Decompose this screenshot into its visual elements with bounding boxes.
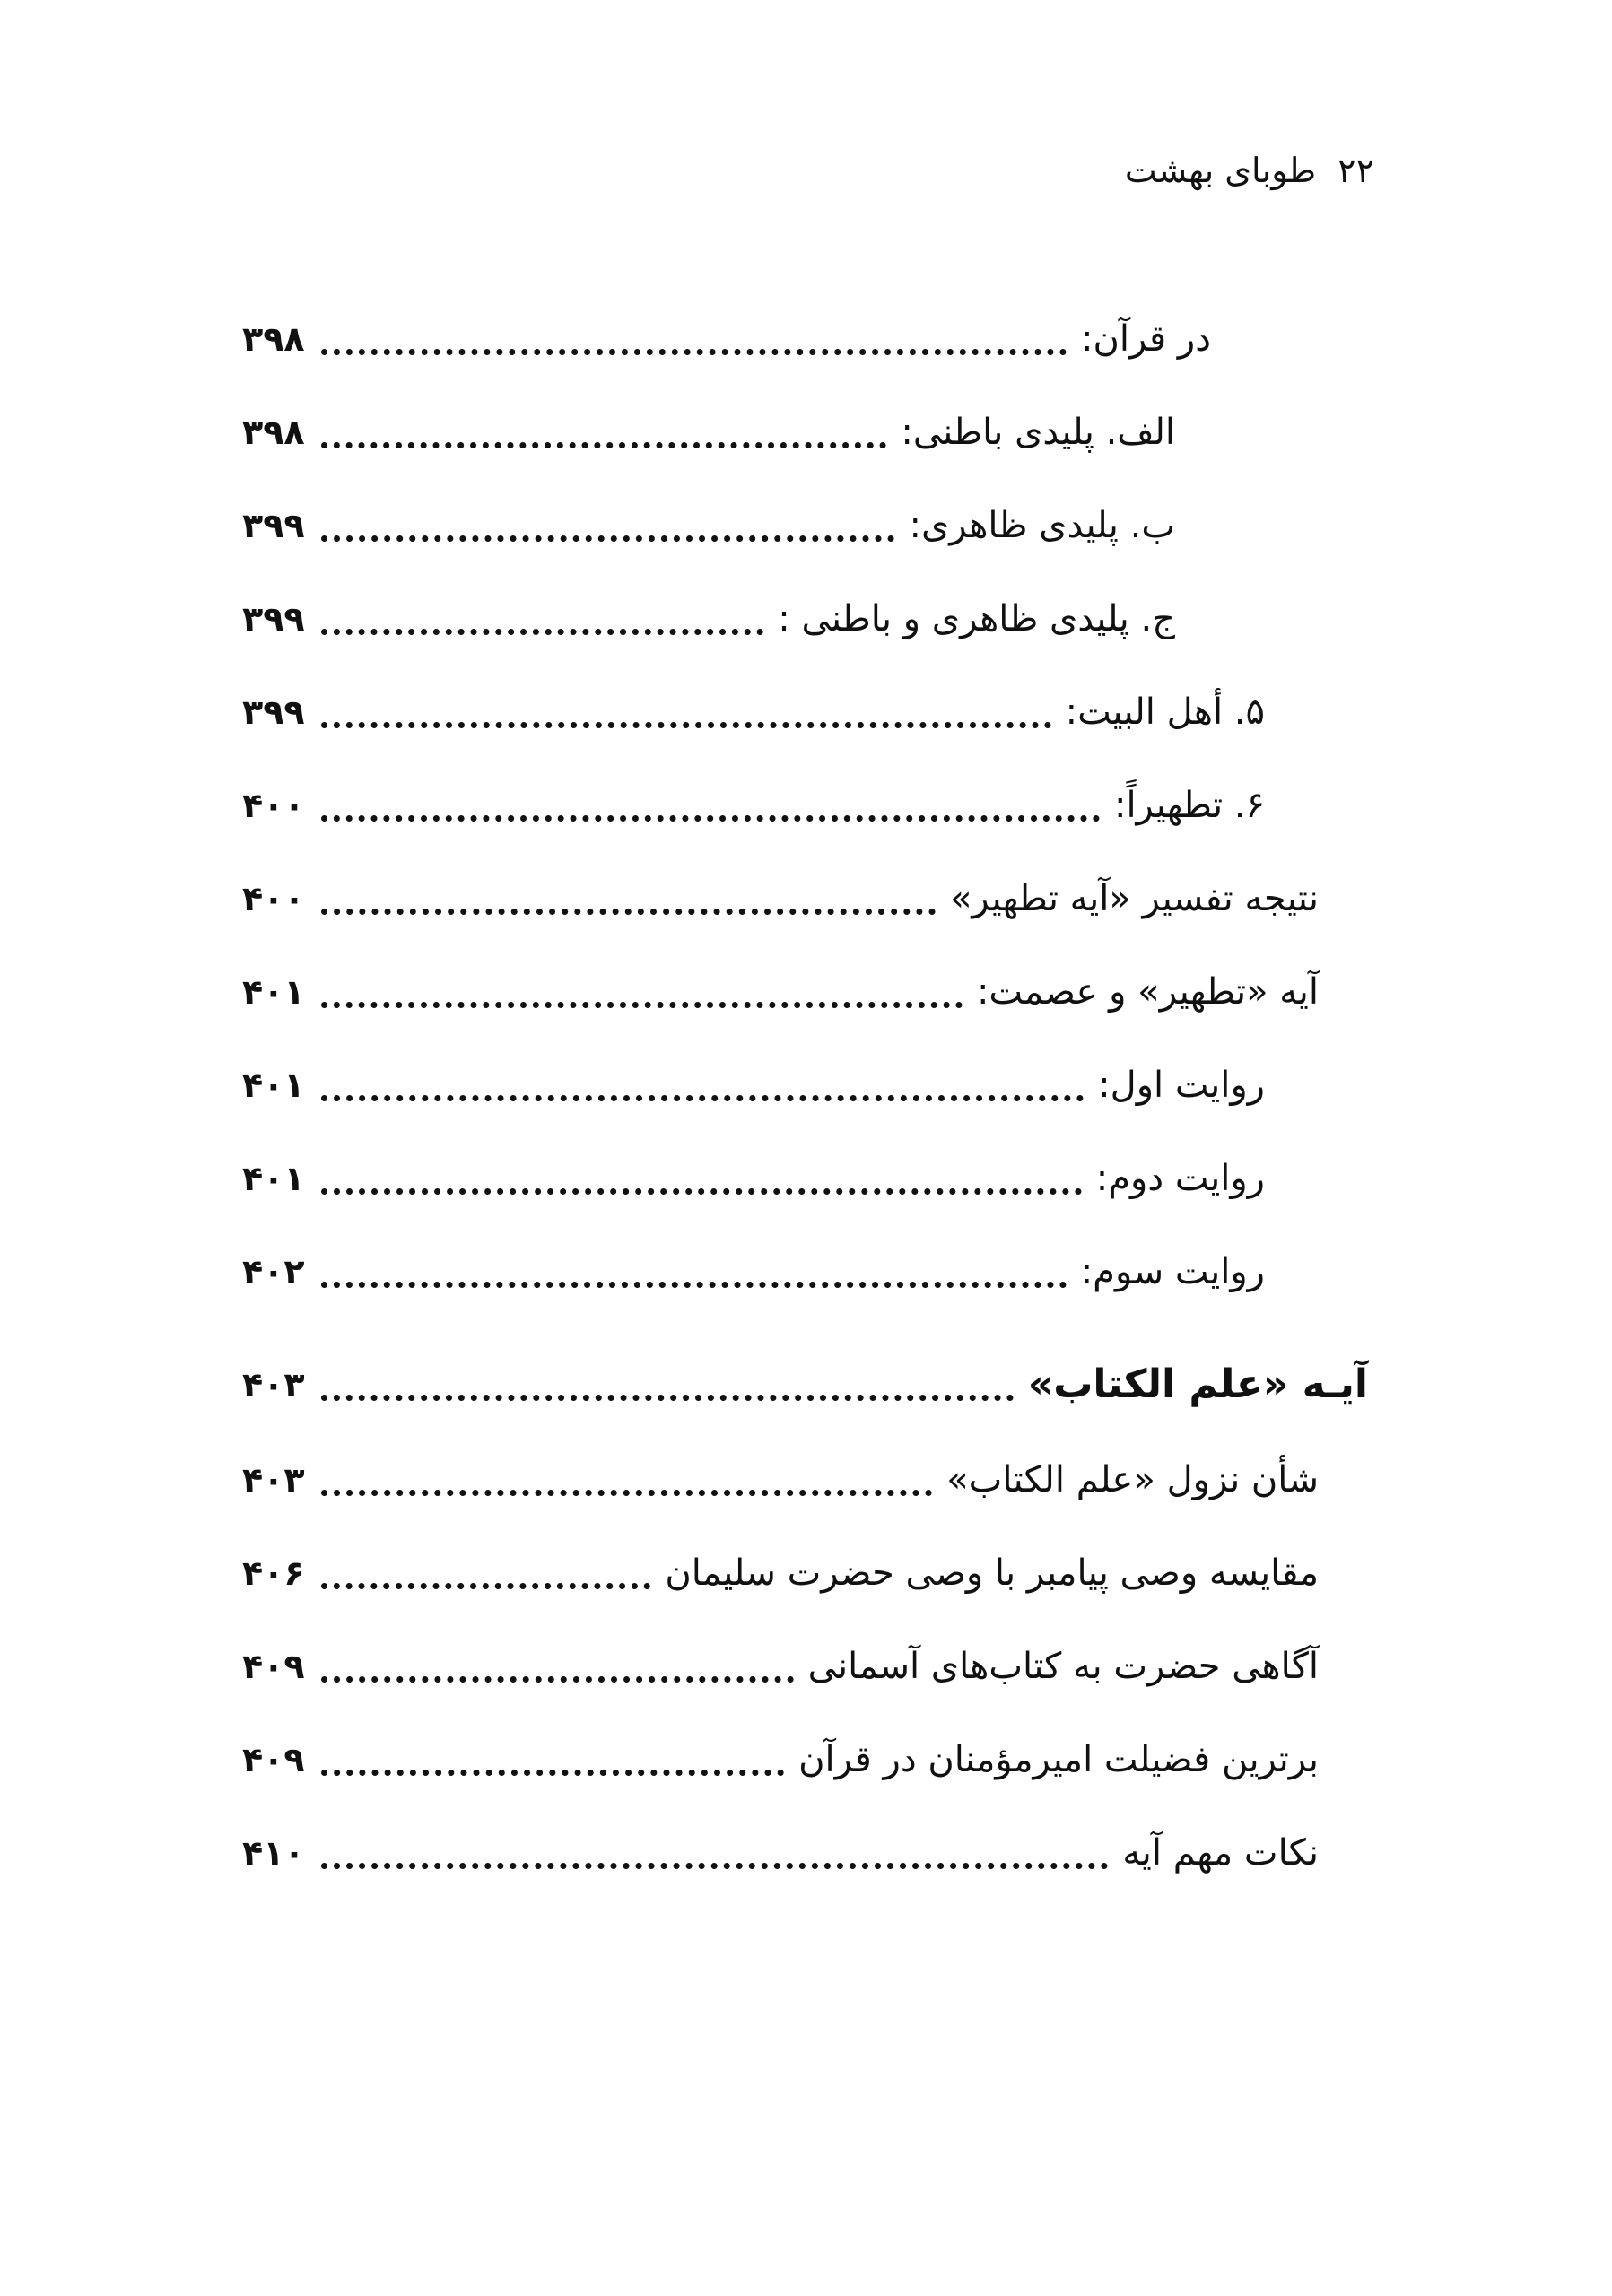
dot-leader	[321, 1490, 932, 1496]
toc-entry-page: ۳۹۹	[242, 506, 305, 545]
toc-entry[interactable]	[242, 1141, 1265, 1216]
toc-entry-page: ۴۰۰	[242, 879, 305, 918]
toc-entry-title: الف. پلیدی باطنی:	[901, 412, 1175, 453]
dot-leader	[321, 629, 763, 635]
toc-entry-page: ۳۹۸	[242, 413, 305, 452]
toc-entry[interactable]	[242, 488, 1175, 563]
toc-entry-page: ۴۰۳	[242, 1365, 305, 1405]
toc-entry-title: روایت دوم:	[1095, 1158, 1265, 1199]
page-number: ۲۲	[1338, 151, 1374, 190]
toc-entry-page: ۴۰۲	[242, 1252, 305, 1292]
dot-leader	[321, 1583, 650, 1589]
book-title: طوبای بهشت	[1124, 151, 1317, 190]
dot-leader	[321, 1282, 1067, 1288]
toc-entry-title: روایت اول:	[1098, 1065, 1265, 1106]
toc-entry-title: روایت سوم:	[1080, 1251, 1265, 1292]
dot-leader	[321, 442, 886, 448]
dot-leader	[321, 1676, 794, 1683]
toc-entry[interactable]	[242, 581, 1175, 657]
toc-entry[interactable]	[242, 1048, 1265, 1123]
toc-entry[interactable]	[242, 1722, 1319, 1797]
toc-entry-page: ۴۰۰	[242, 786, 305, 825]
toc-entry[interactable]	[242, 301, 1211, 377]
toc-entry[interactable]	[242, 1442, 1319, 1518]
table-of-contents	[242, 301, 1368, 1934]
running-header	[1125, 151, 1374, 190]
toc-entry-title: آیـه «علم الکتاب»	[1027, 1361, 1368, 1407]
dot-leader	[321, 1188, 1082, 1195]
toc-entry-title: آگاهی حضرت به کتاب‌های آسمانی	[807, 1646, 1319, 1687]
toc-entry-title: مقایسه وصی پیامبر با وصی حضرت سلیمان	[665, 1552, 1319, 1594]
toc-entry[interactable]	[242, 1347, 1368, 1422]
toc-entry-page: ۴۰۱	[242, 1159, 305, 1198]
toc-entry[interactable]	[242, 1629, 1319, 1704]
toc-entry[interactable]	[242, 1815, 1319, 1891]
toc-entry-title: ۵. أهل البیت:	[1065, 691, 1265, 733]
dot-leader	[321, 535, 894, 542]
toc-entry[interactable]	[242, 1535, 1319, 1611]
dot-leader	[321, 1095, 1084, 1101]
dot-leader	[321, 349, 1067, 355]
dot-leader	[321, 909, 936, 915]
toc-entry-title: در قرآن:	[1081, 318, 1211, 360]
toc-entry-title: نکات مهم آیه	[1122, 1832, 1319, 1874]
toc-entry-title: شأن نزول «علم الکتاب»	[946, 1459, 1319, 1500]
toc-entry-title: ب. پلیدی ظاهری:	[909, 505, 1175, 546]
toc-entry-page: ۴۰۳	[242, 1460, 305, 1500]
toc-entry-page: ۴۰۱	[242, 972, 305, 1012]
toc-entry-title: آیه «تطهیر» و عصمت:	[976, 971, 1319, 1013]
toc-entry-page: ۴۰۱	[242, 1065, 305, 1105]
toc-entry-page: ۳۹۹	[242, 599, 305, 639]
dot-leader	[321, 815, 1100, 822]
toc-entry-page: ۳۹۹	[242, 692, 305, 732]
dot-leader	[321, 722, 1051, 728]
toc-entry-title: ج. پلیدی ظاهری و باطنی :	[778, 598, 1175, 639]
toc-entry-page: ۴۱۰	[242, 1833, 305, 1873]
toc-entry-title: نتیجه تفسیر «آیه تطهیر»	[949, 878, 1319, 919]
dot-leader	[321, 1395, 1014, 1401]
toc-entry-page: ۴۰۹	[242, 1740, 305, 1779]
toc-entry[interactable]	[242, 674, 1265, 750]
dot-leader	[321, 1770, 784, 1776]
toc-entry[interactable]	[242, 768, 1265, 843]
toc-entry-title: ۶. تطهیراً:	[1113, 785, 1265, 826]
toc-entry[interactable]	[242, 395, 1175, 470]
toc-entry-title: برترین فضیلت امیرمؤمنان در قرآن	[798, 1739, 1319, 1780]
dot-leader	[321, 1863, 1108, 1869]
toc-entry[interactable]	[242, 954, 1319, 1030]
toc-entry[interactable]	[242, 861, 1319, 936]
toc-entry-page: ۴۰۹	[242, 1647, 305, 1686]
dot-leader	[321, 1002, 963, 1008]
toc-entry-page: ۳۹۸	[242, 319, 305, 359]
toc-entry[interactable]	[242, 1234, 1265, 1309]
toc-entry-page: ۴۰۶	[242, 1553, 305, 1593]
